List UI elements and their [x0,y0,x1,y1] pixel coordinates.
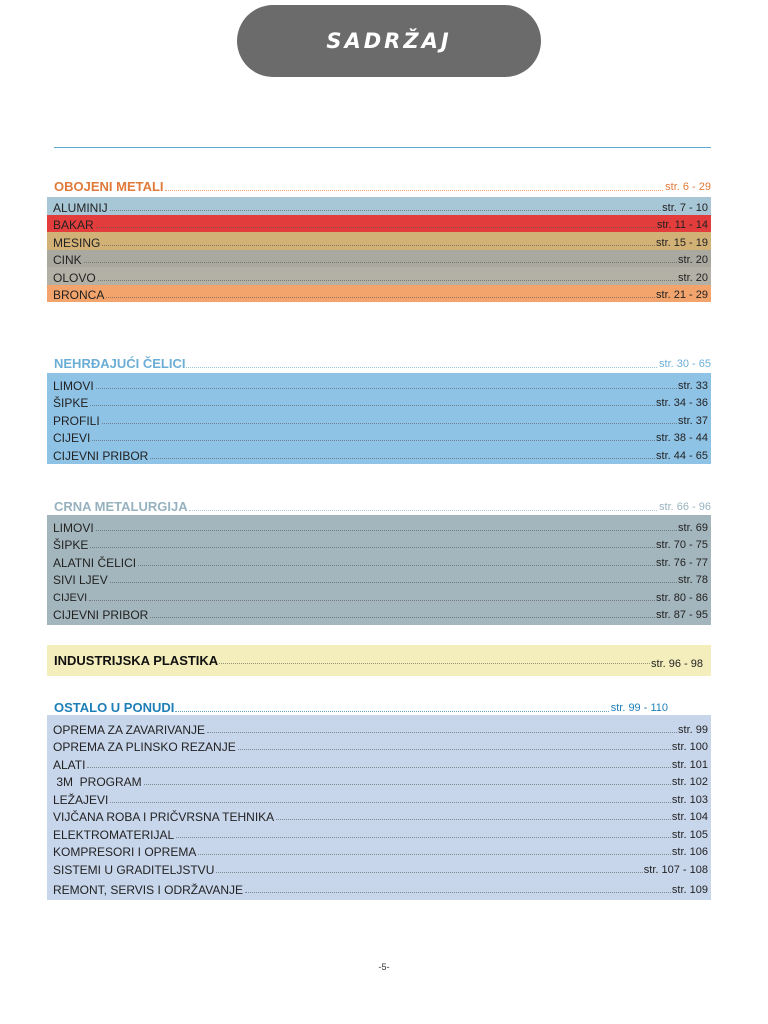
item-pages: str. 37 [678,414,708,427]
dot-leader [238,749,671,750]
list-item[interactable] [47,772,711,790]
item-label: ALUMINIJ [53,200,108,215]
item-label: CIJEVI [53,431,91,445]
list-item[interactable] [47,375,711,393]
list-item[interactable] [47,824,711,842]
item-label: OPREMA ZA PLINSKO REZANJE [53,740,236,754]
list-item[interactable] [47,754,711,772]
list-item[interactable] [47,410,711,428]
section-pages: str. 30 - 65 [659,358,711,370]
dot-leader [96,388,677,389]
item-pages: str. 44 - 65 [656,449,708,462]
section-heading-crna-metalurgija[interactable] [54,498,711,514]
item-pages: str. 87 - 95 [656,609,708,621]
item-label: ŠIPKE [53,538,89,552]
item-label: VIJČANA ROBA I PRIČVRSNA TEHNIKA [53,810,275,824]
divider [54,147,711,148]
item-pages: str. 103 [671,793,708,806]
item-label: MESING [53,235,101,250]
section-pages: str. 99 - 110 [610,702,668,714]
item-label: LIMOVI [53,520,94,535]
item-label: BAKAR [53,218,94,232]
item-pages: str. 20 [678,271,708,284]
item-label: CIJEVNI PRIBOR [53,608,149,622]
dot-leader [90,405,655,406]
list-item[interactable] [47,535,711,553]
item-pages: str. 78 [678,574,708,586]
item-pages: str. 105 [671,828,708,841]
dot-leader [175,711,608,712]
item-pages: str. 99 [678,723,708,736]
list-item[interactable] [47,285,711,303]
item-label: PROFILI [53,413,100,428]
section-title: INDUSTRIJSKA PLASTIKA [54,653,219,668]
section-heading-industrijska-plastika[interactable] [47,645,711,676]
dot-leader [87,767,670,768]
item-pages: str. 38 - 44 [656,432,708,444]
list-item[interactable] [47,859,711,877]
section-heading-ostalo-u-ponudi[interactable] [54,699,711,715]
item-label: CINK [53,253,82,267]
dot-leader [102,423,677,424]
item-pages: str. 100 [671,741,708,753]
dot-leader [96,530,677,531]
list-item[interactable] [47,232,711,250]
section-pages: str. 96 - 98 [651,657,703,670]
section-heading-nehrdajuci-celici[interactable] [54,355,711,371]
list-item[interactable] [47,587,711,605]
item-label: 3M PROGRAM [53,775,142,789]
section-pages: str. 6 - 29 [665,181,711,193]
list-item[interactable] [47,215,711,233]
list-item[interactable] [47,393,711,411]
dot-leader [245,892,671,893]
item-label: ELEKTROMATERIJAL [53,827,175,842]
item-label: ALATNI ČELICI [53,555,137,570]
list-item[interactable] [47,789,711,807]
dot-leader [84,262,677,263]
item-label: OPREMA ZA ZAVARIVANJE [53,722,206,737]
section-list-crna-metalurgija [47,515,711,625]
section-title: NEHRĐAJUĆI ČELICI [54,356,186,371]
section-list-ostalo-u-ponudi [47,715,711,900]
item-pages: str. 69 [678,521,708,534]
list-item[interactable] [47,737,711,755]
dot-leader [150,458,655,459]
dot-leader [98,280,677,281]
item-label: ŠIPKE [53,396,89,410]
item-label: LEŽAJEVI [53,792,109,807]
section-list-obojeni-metali [47,197,711,302]
item-label: BRONCA [53,288,105,302]
item-pages: str. 21 - 29 [656,289,708,301]
item-pages: str. 34 - 36 [656,397,708,409]
dot-leader [89,600,655,601]
page-title: SADRŽAJ [326,29,452,53]
item-label: LIMOVI [53,378,94,393]
dot-leader [150,617,655,618]
item-pages: str. 15 - 19 [656,236,708,249]
item-pages: str. 11 - 14 [656,219,708,231]
section-title: OSTALO U PONUDI [54,700,175,715]
item-pages: str. 107 - 108 [643,863,708,876]
dot-leader [207,732,677,733]
page-number: -5- [378,962,390,972]
dot-leader [165,190,664,191]
item-pages: str. 106 [671,846,708,858]
item-label: SISTEMI U GRADITELJSTVU [53,862,215,877]
item-label: OLOVO [53,270,96,285]
section-title: OBOJENI METALI [54,179,164,194]
list-item[interactable] [47,197,711,215]
item-label: CIJEVI [53,591,88,604]
dot-leader [110,582,677,583]
item-pages: str. 109 [671,883,708,896]
item-label: REMONT, SERVIS I ODRŽAVANJE [53,882,244,897]
item-pages: str. 33 [678,379,708,392]
section-heading-obojeni-metali[interactable] [54,178,711,194]
list-item[interactable] [47,428,711,446]
dot-leader [96,227,656,228]
list-item[interactable] [47,570,711,588]
dot-leader [276,819,671,820]
dot-leader [110,210,661,211]
dot-leader [189,510,657,511]
item-label: ALATI [53,757,86,772]
item-label: KOMPRESORI I OPREMA [53,845,197,859]
dot-leader [176,837,671,838]
dot-leader [216,872,642,873]
dot-leader [186,367,657,368]
item-pages: str. 7 - 10 [662,201,708,214]
section-list-nehrdajuci-celici [47,373,711,464]
dot-leader [138,565,655,566]
title-banner [237,5,541,77]
list-item[interactable] [47,842,711,860]
item-label: SIVI LJEV [53,573,108,587]
list-item[interactable] [47,807,711,825]
dot-leader [106,297,655,298]
item-pages: str. 104 [671,811,708,823]
dot-leader [219,663,650,664]
list-item[interactable] [47,445,711,463]
item-pages: str. 76 - 77 [656,556,708,569]
list-item[interactable] [47,517,711,535]
dot-leader [90,547,655,548]
dot-leader [144,784,671,785]
list-item[interactable] [47,552,711,570]
dot-leader [102,245,655,246]
section-pages: str. 66 - 96 [659,501,711,513]
dot-leader [92,440,655,441]
list-item[interactable] [47,877,711,897]
dot-leader [110,802,671,803]
item-pages: str. 80 - 86 [656,591,708,604]
list-item[interactable] [47,250,711,268]
item-pages: str. 102 [671,776,708,788]
list-item[interactable] [47,267,711,285]
list-item[interactable] [47,605,711,623]
item-pages: str. 20 [678,254,708,266]
item-label: CIJEVNI PRIBOR [53,448,149,463]
item-pages: str. 101 [671,758,708,771]
dot-leader [198,854,671,855]
list-item[interactable] [47,719,711,737]
section-title: CRNA METALURGIJA [54,499,188,514]
item-pages: str. 70 - 75 [656,539,708,551]
